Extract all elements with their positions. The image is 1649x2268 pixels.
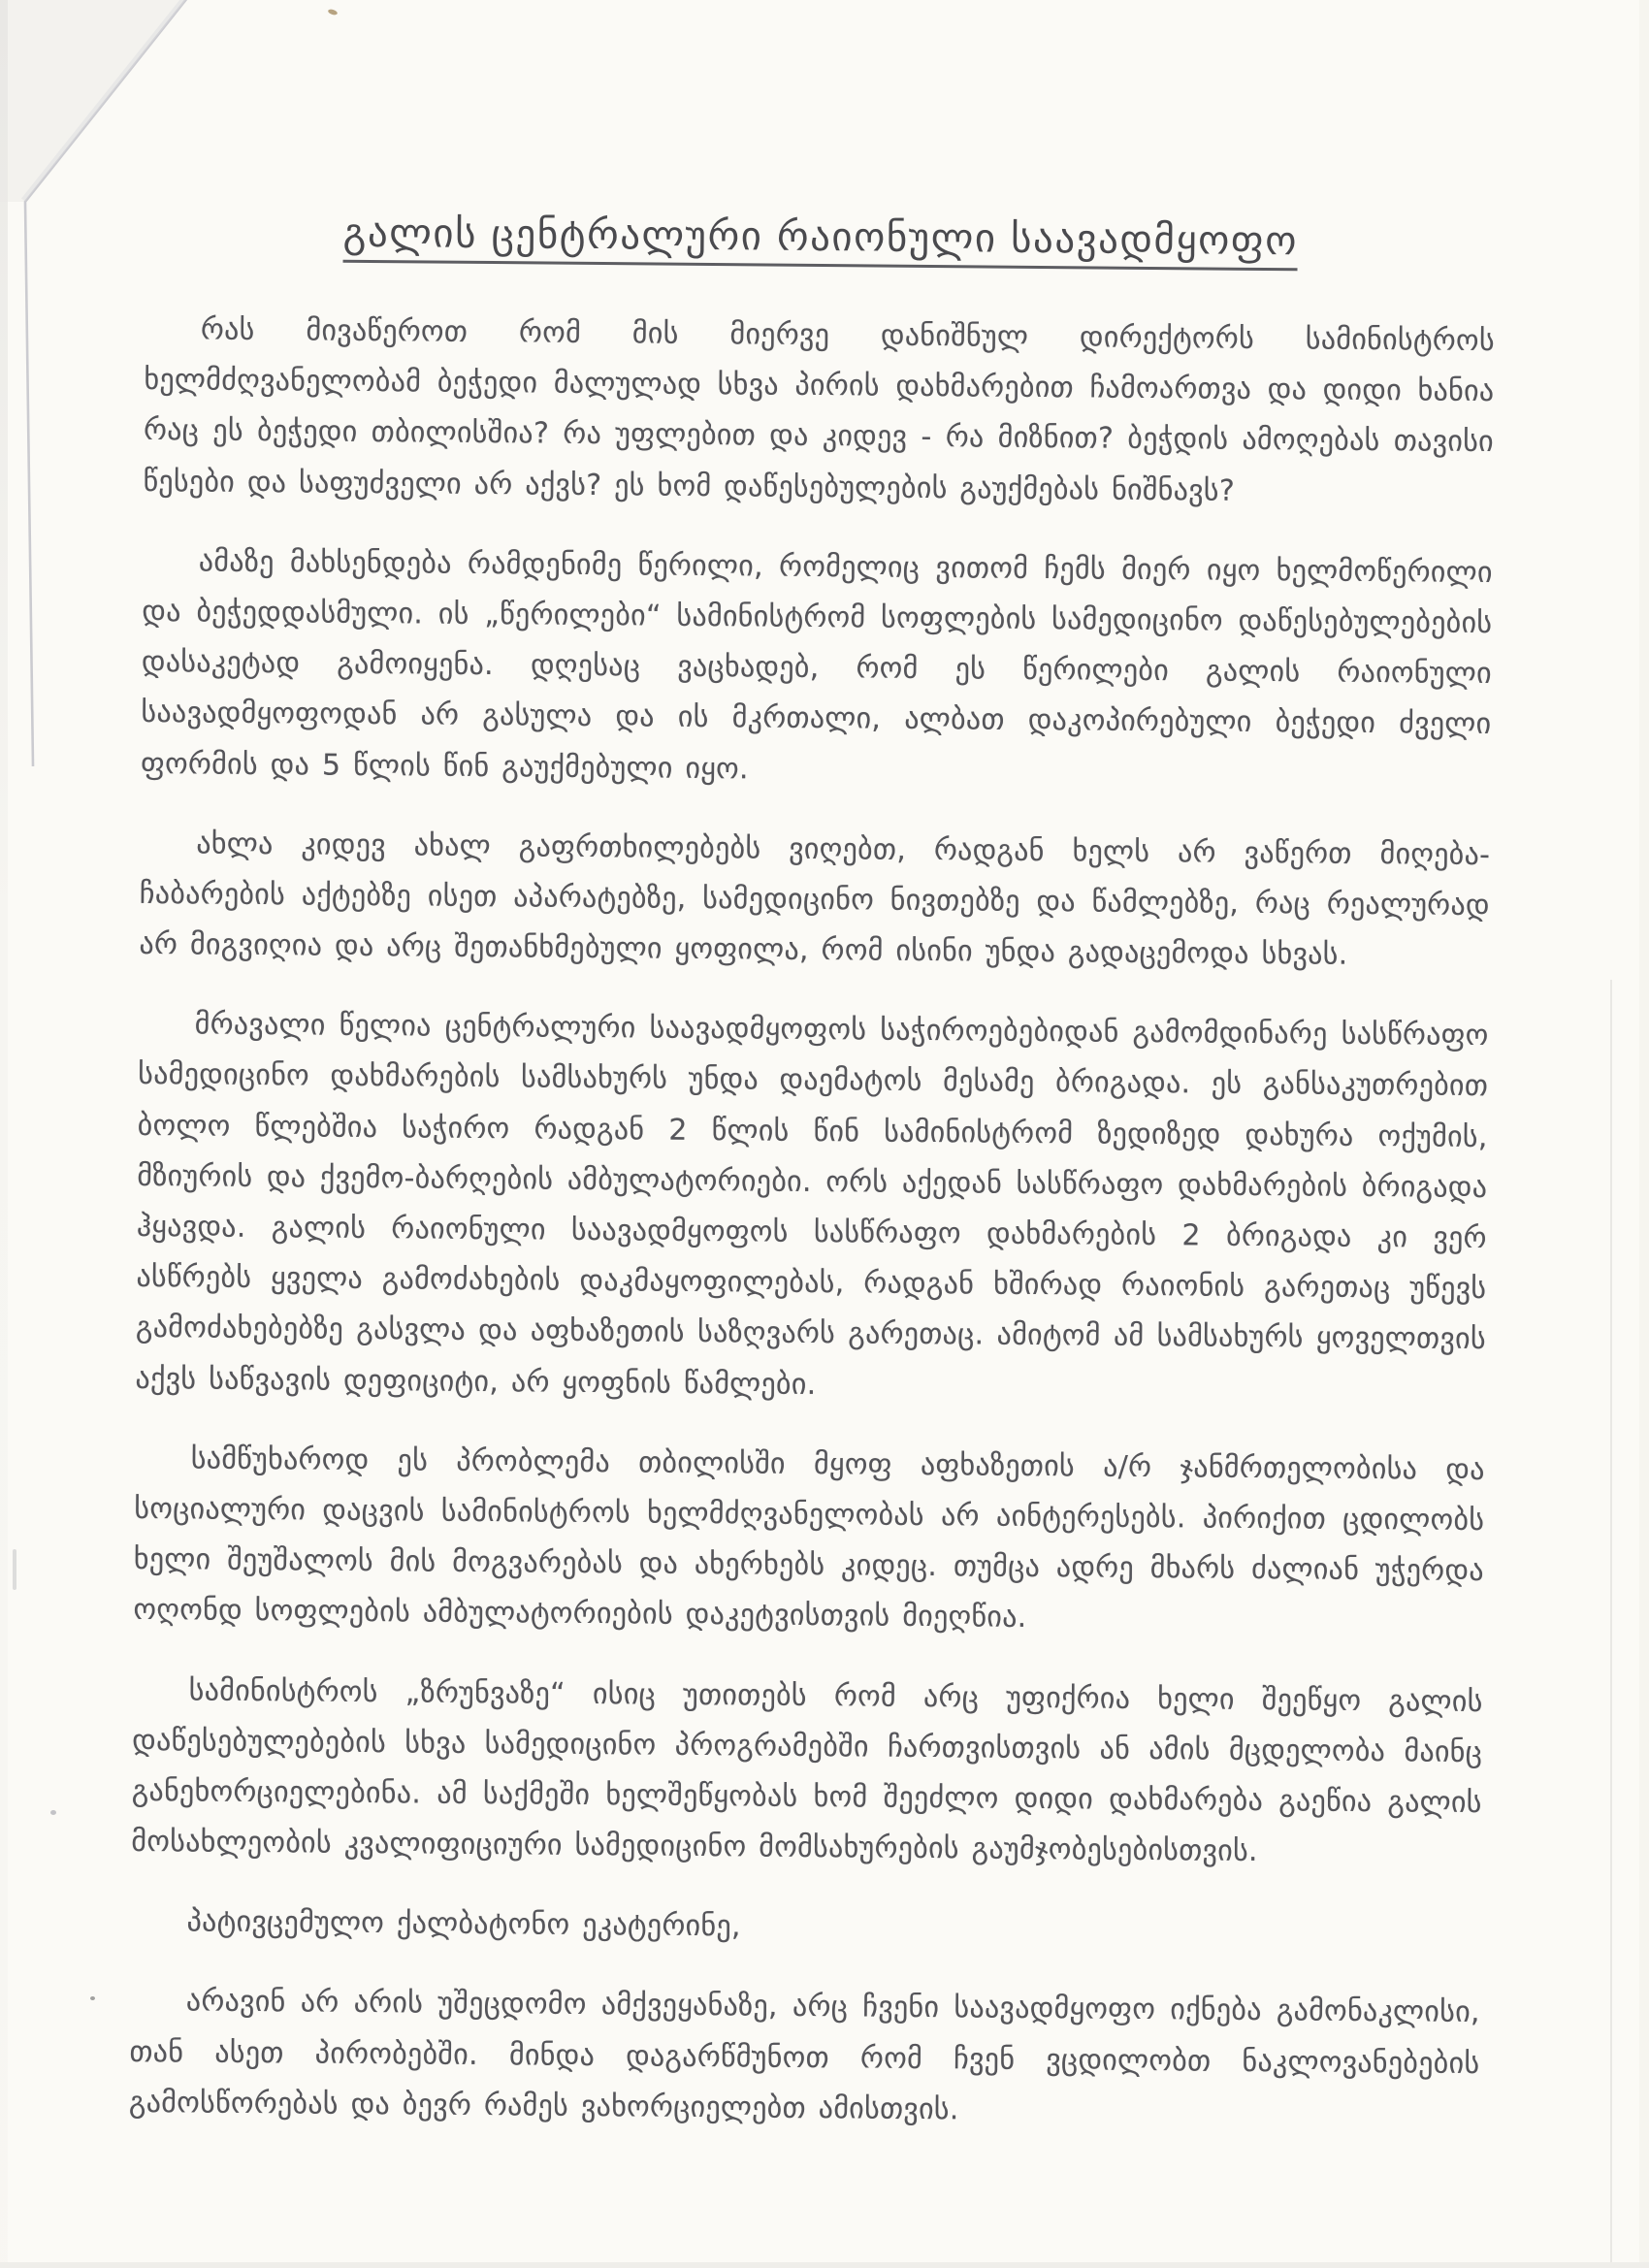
scan-speck (13, 1549, 16, 1590)
scan-edge-right (1639, 0, 1649, 2268)
paragraph-warnings: ახლა კიდევ ახალ გაფრთხილებებს ვიღებთ, რადგან ხელს არ ვაწერთ მიღება-ჩაბარების აქტებზე ისეთ აპარატებზე, სამედიცინო ნივთებზე და წამლებზე, რაც რეალურად არ მიგვიღია და არც შეთანხმებული ყოფილა, რომ ისინი უნდა გადაცემოდა სხვას. (139, 826, 1491, 972)
document-title (146, 208, 1496, 266)
letter-content (128, 208, 1495, 2169)
paragraph-ambulance-brigades: მრავალი წელია ცენტრალური საავადმყოფოს საჭიროებებიდან გამომდინარე სასწრაფო სამედიცინო დახმარების სამსახურს უნდა დაემატოს მესამე ბრიგადა. ეს განსაკუთრებით ბოლო წლებშია საჭირო რადგან 2 წლის წინ სამინისტრომ ზედიზედ დახურა ოქუმის, მზიურის და ქვემო-ბარღების ამბულატორიები. ორს აქედან სასწრაფო დახმარების ბრიგადა ჰყავდა. გალის რაიონული საავადმყოფოს სასწრაფო დახმარების 2 ბრიგადა კი ვერ ასწრებს ყველა გამოძახების დაკმაყოფილებას, რადგან ხშირად რაიონის გარეთაც უწევს გამოძახებებზე გასვლა და აფხაზეთის საზღვარს გარეთაც. ამიტომ ამ სამსახურს ყოველთვის აქვს საწვავის დეფიციტი, არ ყოფნის წამლები. (135, 1007, 1489, 1402)
paragraph-seal-question: რას მივაწეროთ რომ მის მიერვე დანიშნულ დირექტორს სამინისტროს ხელმძღვანელობამ ბეჭედი მალულად სხვა პირის დახმარებით ჩამოართვა და დიდი ხანია რაც ეს ბეჭედი თბილისშია? რა უფლებით და კიდევ - რა მიზნით? ბეჭდის ამოღებას თავისი წესები და საფუძველი არ აქვს? ეს ხომ დაწესებულების გაუქმებას ნიშნავს? (143, 312, 1496, 508)
scan-speck (50, 1810, 56, 1815)
paragraph-ministry-care: სამინისტროს „ზრუნვაზე“ ისიც უთითებს რომ არც უფიქრია ხელი შეეწყო გალის დაწესებულებების სხვა სამედიცინო პროგრამებში ჩართვისთვის ან ამის მცდელობა მაინც განეხორციელებინა. ამ საქმეში ხელშეწყობას ხომ შეეძლო დიდი დახმარება გაეწია გალის მოსახლეობის კვალიფიციური სამედიცინო მომსახურების გაუმჯობესებისთვის. (131, 1672, 1483, 1869)
scan-speck (90, 1996, 95, 2000)
paragraph-closing: არავინ არ არის უშეცდომო ამქვეყანაზე, არც ჩვენი საავადმყოფო იქნება გამონაკლისი, თან ასეთ პირობებში. მინდა დაგარწმუნოთ რომ ჩვენ ვცდილობთ ნაკლოვანებების გამოსწორებას და ბევრ რამეს ვახორციელებთ ამისთვის. (128, 1984, 1480, 2127)
salutation: პატივცემულო ქალბატონო ეკატერინე, (186, 1904, 741, 1944)
scan-edge-left (0, 0, 8, 2268)
scan-speck (327, 9, 338, 16)
scan-edge-right-line (1610, 980, 1612, 2268)
document-title-text: გალის ცენტრალური რაიონული საავადმყოფო (342, 210, 1298, 272)
scan-edge-bottom (0, 2262, 1649, 2268)
paragraph-ministry-indifference: სამწუხაროდ ეს პრობლემა თბილისში მყოფ აფხაზეთის ა/რ ჯანმრთელობისა და სოციალური დაცვის სამინისტროს ხელმძღვანელობას არ აინტერესებს. პირიქით ცდილობს ხელი შეუშალოს მის მოგვარებას და ახერხებს კიდეც. თუმცა ადრე მხარს ძალიან უჭერდა ოღონდ სოფლების ამბულატორიების დაკეტვისთვის მიეღწია. (133, 1442, 1485, 1636)
paragraph-forged-letters: ამაზე მახსენდება რამდენიმე წერილი, რომელიც ვითომ ჩემს მიერ იყო ხელმოწერილი და ბეჭედდასმული. ის „წერილები“ სამინისტრომ სოფლების სამედიცინო დაწესებულებების დასაკეტად გამოიყენა. დღესაც ვაცხადებ, რომ ეს წერილები გალის რაიონული საავადმყოფოდან არ გასულა და ის მკრთალი, ალბათ დაკოპირებული ბეჭედი ძველი ფორმის და 5 წლის წინ გაუქმებული იყო. (140, 544, 1493, 786)
